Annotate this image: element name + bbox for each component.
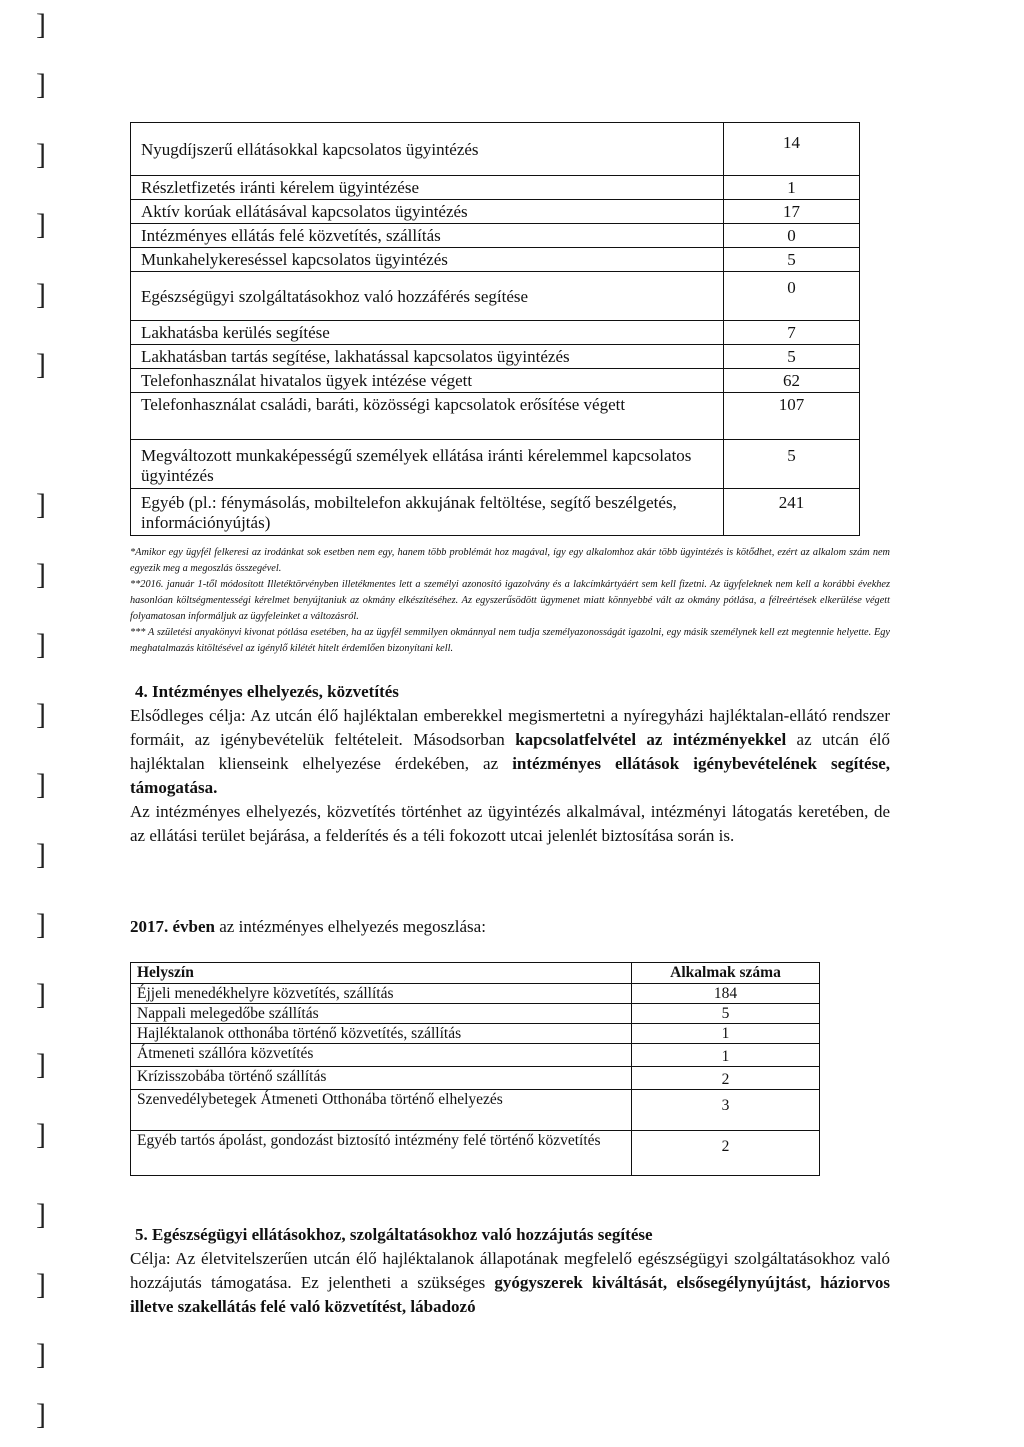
services-table xyxy=(130,122,860,536)
caption-bold: évben xyxy=(168,917,215,936)
count-cell: 2 xyxy=(632,1131,820,1176)
table-row xyxy=(131,224,860,248)
row-label: Egészségügyi szolgáltatásokhoz való hozzáférés segítése xyxy=(131,272,724,321)
caption-text: az intézményes elhelyezés megoszlása: xyxy=(215,917,486,936)
text-run: az utcán élő hajléktalan klienseink elhelyezése érdekében, az xyxy=(130,730,890,773)
table-row xyxy=(131,440,860,489)
row-value: 5 xyxy=(724,345,860,369)
count-cell: 1 xyxy=(632,1024,820,1044)
table-row xyxy=(131,1024,820,1044)
table-row xyxy=(131,984,820,1004)
row-value: 241 xyxy=(724,489,860,536)
row-value: 1 xyxy=(724,176,860,200)
table-row xyxy=(131,1004,820,1024)
header-count: Alkalmak száma xyxy=(632,963,820,984)
table-row xyxy=(131,369,860,393)
row-value: 5 xyxy=(724,440,860,489)
table-row xyxy=(131,1067,820,1090)
section-4-paragraph-2: Az intézményes elhelyezés, közvetítés történhet az ügyintézés alkalmával, intézményi látogatás keretében, de az ellátási terület bejárása, a felderítés és a téli fokozott utcai jelenlét biztosítása során is. xyxy=(130,802,890,845)
table-row xyxy=(131,345,860,369)
place-cell: Éjjeli menedékhelyre közvetítés, szállítás xyxy=(131,984,632,1004)
table-row xyxy=(131,321,860,345)
footnotes xyxy=(130,545,890,657)
row-label: Lakhatásban tartás segítése, lakhatással kapcsolatos ügyintézés xyxy=(131,345,724,369)
count-cell: 184 xyxy=(632,984,820,1004)
count-cell: 3 xyxy=(632,1090,820,1131)
place-cell: Szenvedélybetegek Átmeneti Otthonába történő elhelyezés xyxy=(131,1090,632,1131)
place-cell: Nappali melegedőbe szállítás xyxy=(131,1004,632,1024)
row-value: 0 xyxy=(724,224,860,248)
emphasis: gyógyszerek kiváltását, elsősegélynyújtást, háziorvos illetve szakellátás felé való közvetítést, lábadozó xyxy=(130,1273,890,1316)
text-run: Célja: Az életvitelszerűen utcán élő hajléktalanok állapotának megfelelő egészségügyi szolgáltatásokhoz való hozzájutás támogatása. Ez jelentheti a szükséges xyxy=(130,1249,890,1292)
table-row xyxy=(131,1044,820,1067)
table-row xyxy=(131,393,860,440)
place-cell: Krízisszobába történő szállítás xyxy=(131,1067,632,1090)
row-label: Munkahelykereséssel kapcsolatos ügyintézés xyxy=(131,248,724,272)
section-5-paragraph xyxy=(130,1247,890,1319)
count-cell: 1 xyxy=(632,1044,820,1067)
row-label: Aktív korúak ellátásával kapcsolatos ügyintézés xyxy=(131,200,724,224)
placement-table xyxy=(130,962,820,1176)
row-label: Egyéb (pl.: fénymásolás, mobiltelefon akkujának feltöltése, segítő beszélgetés, információnyújtás) xyxy=(131,489,724,536)
table-row xyxy=(131,1090,820,1131)
emphasis: kapcsolatfelvétel az intézményekkel xyxy=(515,730,787,749)
row-label: Telefonhasználat hivatalos ügyek intézése végett xyxy=(131,369,724,393)
placement-caption xyxy=(130,915,890,939)
table-row xyxy=(131,248,860,272)
row-label: Intézményes ellátás felé közvetítés, szállítás xyxy=(131,224,724,248)
footnote-3: *** A születési anyakönyvi kivonat pótlása esetében, ha az ügyfél semmilyen okmánnyal nem tudja személyazonosságát igazolni, egy másik személynek kell ezt megtennie helyette. Egy meghatalmazás kitöltésével az igénylő kilétét hitelt érdemlően bizonyítani kell. xyxy=(130,627,890,654)
count-cell: 5 xyxy=(632,1004,820,1024)
row-label: Lakhatásba kerülés segítése xyxy=(131,321,724,345)
place-cell: Egyéb tartós ápolást, gondozást biztosító intézmény felé történő közvetítés xyxy=(131,1131,632,1176)
table-row xyxy=(131,489,860,536)
row-label: Részletfizetés iránti kérelem ügyintézése xyxy=(131,176,724,200)
row-value: 14 xyxy=(724,123,860,176)
row-label: Megváltozott munkaképességű személyek ellátása iránti kérelemmel kapcsolatos ügyintézés xyxy=(131,440,724,489)
row-label: Nyugdíjszerű ellátásokkal kapcsolatos ügyintézés xyxy=(131,123,724,176)
caption-year: 2017. xyxy=(130,917,169,936)
row-value: 5 xyxy=(724,248,860,272)
header-place: Helyszín xyxy=(131,963,632,984)
emphasis: intézményes ellátások igénybevételének segítése, támogatása. xyxy=(130,754,890,797)
table-row xyxy=(131,176,860,200)
row-value: 107 xyxy=(724,393,860,440)
table-header xyxy=(131,963,820,984)
table-row xyxy=(131,1131,820,1176)
row-value: 0 xyxy=(724,272,860,321)
binding-marks: ] ] ] ] ] ] ] ] ] ] ] ] ] ] ] ] ] ] ] ] xyxy=(36,8,46,1431)
text-run: Elsődleges célja: Az utcán élő hajléktalan emberekkel megismertetni a nyíregyházi hajléktalan-ellátó rendszer formáit, az igénybevételük feltételeit. Másodsorban xyxy=(130,706,890,749)
table-row xyxy=(131,123,860,176)
place-cell: Hajléktalanok otthonába történő közvetítés, szállítás xyxy=(131,1024,632,1044)
table-row xyxy=(131,200,860,224)
section-5-heading: 5. Egészségügyi ellátásokhoz, szolgáltatásokhoz való hozzájutás segítése xyxy=(135,1225,653,1244)
section-4-paragraph-1 xyxy=(130,704,890,800)
row-value: 17 xyxy=(724,200,860,224)
footnote-1: *Amikor egy ügyfél felkeresi az irodánkat sok esetben nem egy, hanem több problémát hoz magával, így egy alkalomhoz akár több ügyintézés is kötődhet, ezért az alkalom szám nem egyezik meg a megoszlás összegével. xyxy=(130,547,890,574)
row-label: Telefonhasználat családi, baráti, közösségi kapcsolatok erősítése végett xyxy=(131,393,724,440)
row-value: 62 xyxy=(724,369,860,393)
place-cell: Átmeneti szállóra közvetítés xyxy=(131,1044,632,1067)
count-cell: 2 xyxy=(632,1067,820,1090)
footnote-2: **2016. január 1-től módosított Illetéktörvényben illetékmentes lett a személyi azonosító igazolvány és a lakcímkártyáért sem kell fizetni. Az ügyfeleknek nem kell a korábbi évekhez hasonlóan költségmentességi kérelmet benyújtaniuk az okmány elkészítéséhez. Az egyszerűsödött ügymenet miatt könnyebbé vált az okmány pótlása, a félreértések elkerülése végett folyamatosan informáljuk az ügyfeleinket a változásról. xyxy=(130,579,890,622)
section-4-heading: 4. Intézményes elhelyezés, közvetítés xyxy=(135,682,399,701)
row-value: 7 xyxy=(724,321,860,345)
table-row xyxy=(131,272,860,321)
